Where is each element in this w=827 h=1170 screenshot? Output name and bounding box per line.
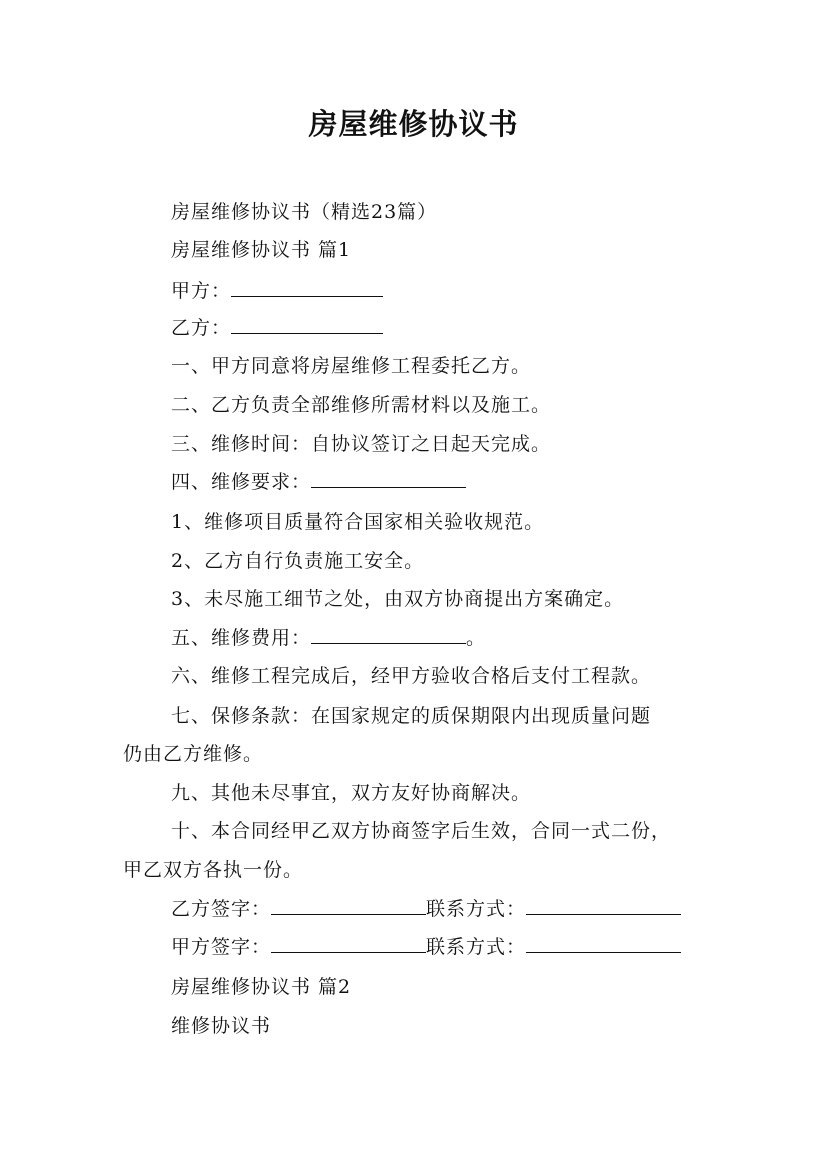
- clause-1: 一、甲方同意将房屋维修工程委托乙方。: [171, 355, 532, 377]
- party-b-label: 乙方：: [171, 317, 232, 339]
- party-a-line: [171, 279, 383, 303]
- sign-b-contact-label: 联系方式：: [426, 898, 527, 920]
- part2-subheading: 维修协议书: [171, 1015, 272, 1037]
- clause-9: 九、其他未尽事宜，双方友好协商解决。: [171, 782, 532, 804]
- clause-7-line1: 七、保修条款：在国家规定的质保期限内出现质量问题: [171, 705, 652, 727]
- party-b-blank: [231, 316, 383, 334]
- document-title: 房屋维修协议书: [308, 107, 519, 141]
- part1-heading: 房屋维修协议书 篇1: [171, 239, 352, 261]
- requirement-1: 1、维修项目质量符合国家相关验收规范。: [171, 511, 545, 533]
- sign-a-blank: [271, 935, 426, 953]
- party-a-blank: [231, 279, 383, 297]
- clause-2: 二、乙方负责全部维修所需材料以及施工。: [171, 394, 552, 416]
- clause-5-blank: [311, 626, 466, 644]
- clause-7-line2: 仍由乙方维修。: [123, 743, 264, 765]
- requirement-3: 3、未尽施工细节之处，由双方协商提出方案确定。: [171, 588, 625, 610]
- clause-5-end: 。: [466, 627, 487, 649]
- clause-10-line2: 甲乙双方各执一份。: [123, 859, 304, 881]
- party-a-label: 甲方：: [171, 280, 232, 302]
- party-b-line: [171, 316, 383, 340]
- clause-5-line: [171, 626, 486, 650]
- sign-b-blank: [271, 897, 426, 915]
- clause-5-label: 五、维修费用：: [171, 627, 312, 649]
- clause-4-line: [171, 470, 466, 494]
- clause-4-blank: [311, 470, 466, 488]
- clause-6: 六、维修工程完成后，经甲方验收合格后支付工程款。: [171, 665, 652, 687]
- requirement-2: 2、乙方自行负责施工安全。: [171, 550, 425, 572]
- clause-3: 三、维修时间：自协议签订之日起天完成。: [171, 433, 552, 455]
- sign-a-label: 甲方签字：: [171, 936, 272, 958]
- sign-b-label: 乙方签字：: [171, 898, 272, 920]
- part2-heading: 房屋维修协议书 篇2: [171, 976, 352, 998]
- document-subtitle: 房屋维修协议书（精选23篇）: [171, 201, 438, 223]
- sign-a-contact-label: 联系方式：: [426, 936, 527, 958]
- clause-4-label: 四、维修要求：: [171, 471, 312, 493]
- sign-b-line: [171, 897, 681, 921]
- sign-a-contact-blank: [526, 935, 681, 953]
- sign-a-line: [171, 935, 681, 959]
- clause-10-line1: 十、本合同经甲乙双方协商签字后生效，合同一式二份，: [171, 820, 672, 842]
- sign-b-contact-blank: [526, 897, 681, 915]
